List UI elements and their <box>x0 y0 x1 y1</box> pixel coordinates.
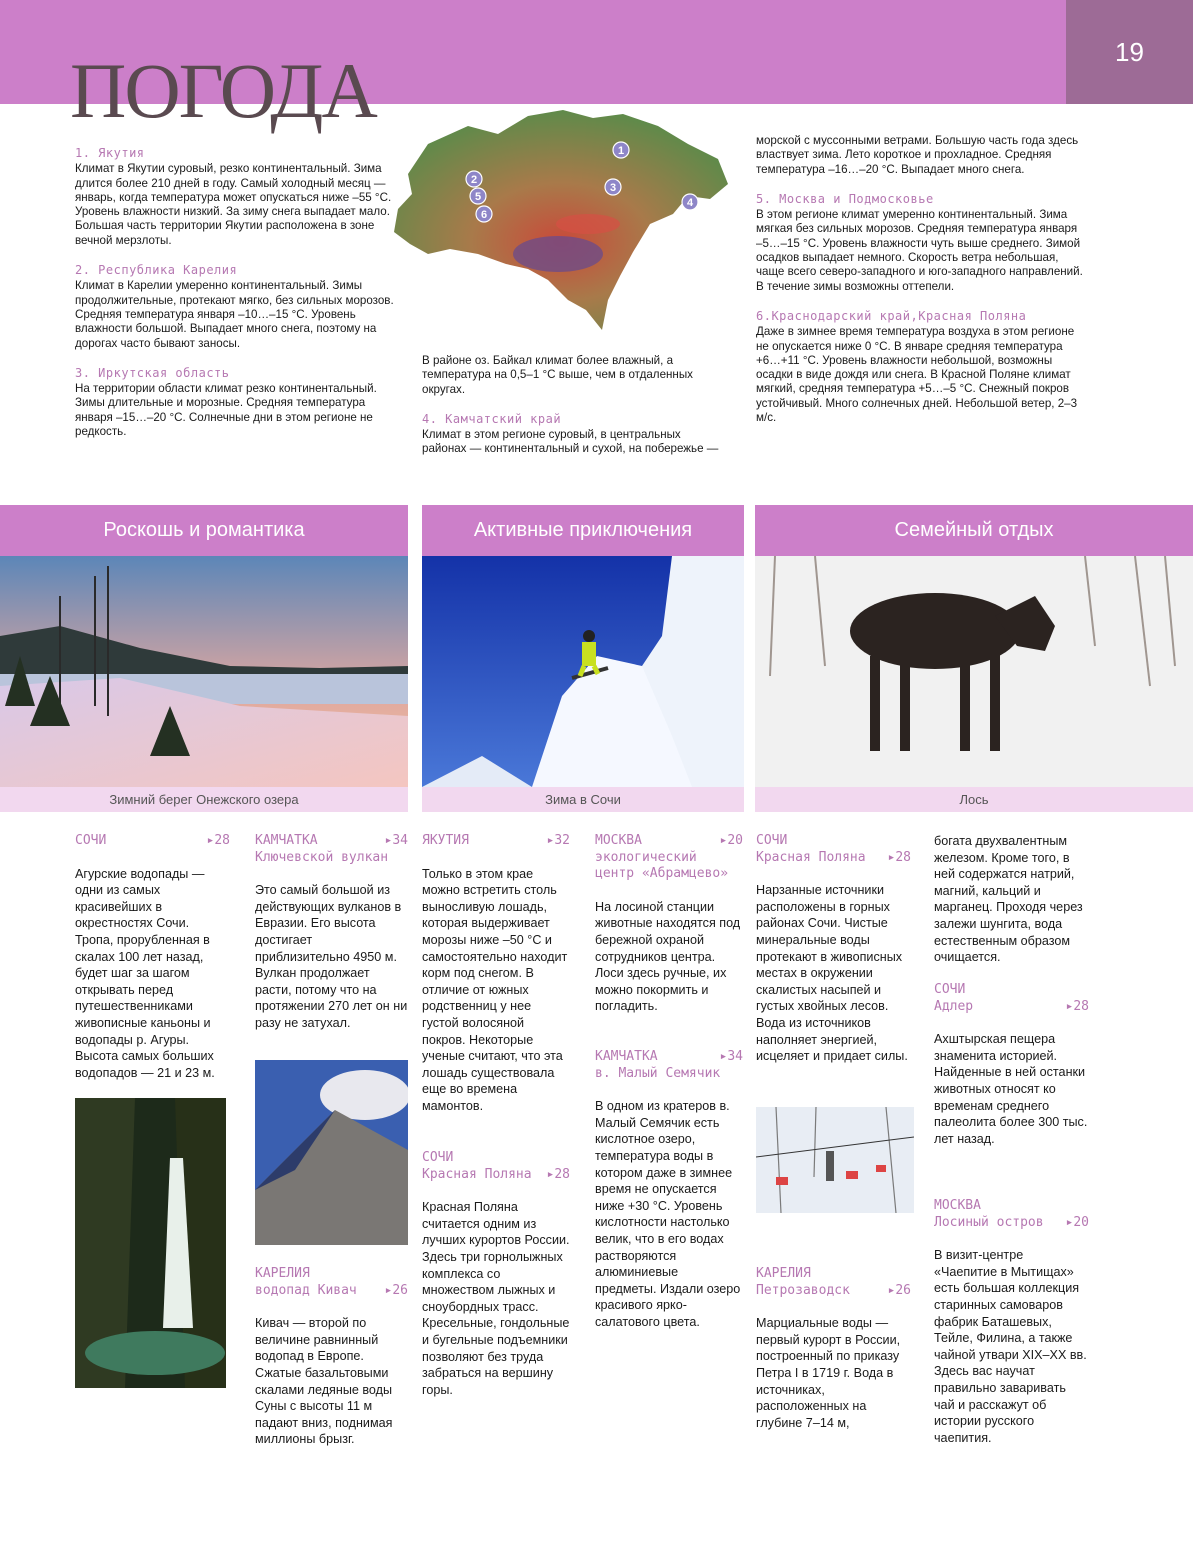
article-text: На лосиной станции животные находятся под бережной охраной сотрудников центра. Лоси здесь ручные, их можно покормить и погладить. <box>595 899 741 1014</box>
article-region: СОЧИ <box>934 982 966 997</box>
article-text: Кивач — второй по величине равнинный водопад в Европе. Сжатые базальтовыми скалами ледяные воды Суны с высоты 11 м падают вниз, поднимая миллионы брызг. <box>255 1316 393 1447</box>
article-region: КАРЕЛИЯ <box>255 1266 310 1281</box>
article-agura-waterfalls <box>75 833 230 1081</box>
svg-text:4: 4 <box>686 197 694 209</box>
region-text-yakutia: Климат в Якутии суровый, резко континентальный. Зима длится более 210 дней в году. Самый холодный месяц — январь, когда температура может опускаться ниже –55 °C. Уровень влажности низкий. За зиму снега выпадает мало. Большая часть территории Якутии расположена в зоне вечной мерзлоты. <box>75 162 392 247</box>
region-heading-krasnodar: 6.Краснодарский край,Красная Поляна <box>756 308 1027 323</box>
article-region: ЯКУТИЯ <box>422 833 469 848</box>
page-ref: ▸34 <box>384 833 408 848</box>
section-active: Активные приключения <box>422 505 744 556</box>
article-text: Агурские водопады — одни из самых красивейших в окрестностях Сочи. Тропа, прорубленная в скалах 100 лет назад, будет шаг за шагом открывать перед путешественниками живописные каньоны и водопады р. Агуры. Высота самых больших водопадов — 21 и 23 м. <box>75 866 215 1080</box>
article-losiny-ostrov <box>934 1198 1089 1446</box>
caption-moose: Лось <box>755 787 1193 812</box>
article-text: Нарзанные источники расположены в горных районах Сочи. Чистые минеральные воды протекают в живописных местах в окружении скалистых насыпей и густых хвойных лесов. Вода из источников наполняет энергией, исцеляет и придает силы. <box>756 883 908 1064</box>
svg-text:1: 1 <box>617 145 625 157</box>
svg-text:6: 6 <box>480 209 488 221</box>
article-region: СОЧИ <box>422 1150 454 1165</box>
article-text: Это самый большой из действующих вулканов в Евразии. Его высота достигает приблизительно 4950 м. Вулкан продолжает расти, потому что на протяжении 270 лет он ни разу не затухал. <box>255 883 408 1030</box>
article-text: В одном из кратеров в. Малый Семячик есть кислотное озеро, температура воды в котором даже в зимнее время не опускается ниже +30 °C. Уровень кислотности настолько велик, что в его водах растворяются алюминиевые предметы. Издали озеро красивого ярко-салатового цвета. <box>595 1099 741 1329</box>
article-place: Красная Поляна <box>422 1166 532 1182</box>
article-region: СОЧИ <box>756 833 788 848</box>
page-ref: ▸28 <box>887 849 911 865</box>
svg-text:5: 5 <box>474 191 482 203</box>
article-text: Ахштырская пещера знаменита историей. Найденные в ней останки животных относят ко временам среднего палеолита более 300 тыс. лет назад. <box>934 1032 1088 1146</box>
russia-map-image <box>388 104 734 340</box>
page-ref: ▸20 <box>1065 1214 1089 1230</box>
svg-text:3: 3 <box>609 182 617 194</box>
region-heading-irkutsk: 3. Иркутская область <box>75 365 230 380</box>
article-region: СОЧИ <box>75 833 107 848</box>
photo-moose <box>755 556 1193 787</box>
weather-column-left <box>75 146 405 439</box>
article-krasnaya-polyana-ski <box>422 1150 570 1398</box>
page-ref: ▸28 <box>206 833 230 848</box>
article-region: КАМЧАТКА <box>595 1049 658 1064</box>
article-akhshtyr-cave <box>934 982 1089 1147</box>
section-luxury: Роскошь и романтика <box>0 505 408 556</box>
article-text: Красная Поляна считается одним из лучших курортов России. Здесь три горнолыжных комплекса со множеством лыжных и сноубордных трасс. Кресельные, гондольные и бугельные подъемники позволяют без труда забраться на вершину горы. <box>422 1200 570 1397</box>
article-place: Адлер <box>934 998 974 1014</box>
weather-column-right <box>756 132 1086 425</box>
region-text-krasnodar: Даже в зимнее время температура воздуха в этом регионе не опускается ниже 0 °C. В январе средняя температура +6…+11 °C. Уровень влажности небольшой, возможны осадки в виде дождя или снега. В Красной Поляне климат мягкий, средняя температура +5…–5 °C. Снежный покров устойчивый. Много солнечных дней. Небольшой ветер, 2–3 м/с. <box>756 325 1078 425</box>
page-ref: ▸32 <box>546 833 570 848</box>
region-text-moscow: В этом регионе климат умеренно континентальный. Зима мягкая без сильных морозов. Средняя температура января –5…–15 °C. Уровень влажности чуть выше среднего. Зимой осадков выпадает немного. Скорость ветра небольшая, чаще всего северо-западного и юго-западного направлений. В течение зимы возможны оттепели. <box>756 208 1083 293</box>
page-ref: ▸34 <box>719 1049 743 1064</box>
page-ref: ▸26 <box>887 1282 911 1298</box>
page-ref: ▸26 <box>384 1282 408 1298</box>
article-text: Марциальные воды — первый курорт в России, построенный по приказу Петра I в 1719 г. Вода в источниках, расположенных на глубине 7–14 м, <box>756 1316 901 1430</box>
region-heading-yakutia: 1. Якутия <box>75 146 145 160</box>
caption-onega: Зимний берег Онежского озера <box>0 787 408 812</box>
page-ref: ▸20 <box>719 833 743 848</box>
article-klyuchevskoy <box>255 833 408 1032</box>
page-title: ПОГОДА <box>70 47 376 134</box>
region-text-kamchatka: Климат в этом регионе суровый, в центральных районах — континентальный и сухой, на побережье — <box>422 428 719 456</box>
article-kivach <box>255 1266 408 1448</box>
page-ref: ▸28 <box>1065 998 1089 1014</box>
region-heading-karelia: 2. Республика Карелия <box>75 263 238 278</box>
climate-map <box>388 104 734 340</box>
article-place: водопад Кивач <box>255 1282 357 1298</box>
page-number: 19 <box>1066 0 1193 104</box>
article-abramtsevo <box>595 833 743 1015</box>
region-text-kamchatka-cont: морской с муссонными ветрами. Большую часть года здесь властвует зима. Лето короткое и прохладное. Средняя температура –16…–20 °C. Выпадает много снега. <box>756 134 1079 176</box>
region-heading-moscow: 5. Москва и Подмосковье <box>756 191 934 206</box>
article-region: МОСКВА <box>934 1198 981 1213</box>
article-text: Только в этом крае можно встретить столь выносливую лошадь, которая выдерживает морозы ниже –50 °C и самостоятельно находит корм под снегом. В отличие от южных родственниц у нее густой волосяной покров. Некоторые ученые считают, что эта лошадь существовала еще во времена мамонтов. <box>422 866 568 1113</box>
caption-sochi: Зима в Сочи <box>422 787 744 812</box>
article-text: богата двухвалентным железом. Кроме того, в ней содержатся натрий, магний, кальций и марганец. Проходя через залежи шунгита, вода естественным образом очищается. <box>934 834 1083 965</box>
article-place: Красная Поляна <box>756 849 866 865</box>
article-region: МОСКВА <box>595 833 642 848</box>
article-region: КАМЧАТКА <box>255 833 318 848</box>
article-place: Петрозаводск <box>756 1282 850 1298</box>
article-place: Лосиный остров <box>934 1214 1044 1230</box>
photo-ski-lift <box>756 1107 914 1213</box>
photo-volcano <box>255 1060 408 1245</box>
svg-text:2: 2 <box>470 174 478 186</box>
section-family: Семейный отдых <box>755 505 1193 556</box>
photo-onega-lake <box>0 556 408 787</box>
baikal-note: В районе оз. Байкал климат более влажный, а температура на 0,5–1 °C выше, чем в отдаленных округах. <box>422 354 693 396</box>
photo-sochi-snowboarder <box>422 556 744 787</box>
article-place: в. Малый Семячик <box>595 1065 721 1081</box>
article-yakut-horse <box>422 833 570 1115</box>
article-narzan-springs <box>756 833 911 1065</box>
region-text-irkutsk: На территории области климат резко континентальный. Зимы длительные и морозные. Средняя температура января –15…–20 °C. Солнечные дни в этом регионе не редкость. <box>75 382 377 439</box>
page-ref: ▸28 <box>546 1166 570 1182</box>
photo-waterfall-canyon <box>75 1098 226 1388</box>
article-place: экологический центр «Абрамцево» <box>595 849 729 882</box>
article-text: В визит-центре «Чаепитие в Мытищах» есть большая коллекция старинных самоваров фабрик Баташевых, Тейле, Филина, а также чайной утвари XIX–XX вв. Здесь вас научат правильно заваривать чай и расскажут об истории русского чаепития. <box>934 1248 1087 1445</box>
article-martial-waters <box>756 1266 911 1431</box>
article-place: Ключевской вулкан <box>255 849 389 865</box>
weather-column-middle <box>422 352 722 457</box>
article-maly-semyachik <box>595 1049 743 1331</box>
region-text-karelia: Климат в Карелии умеренно континентальный. Зимы продолжительные, протекают мягко, без сильных морозов. Средняя температура января –10…–15 °C. Уровень влажности большой. Выпадает много снега, поэтому на дорогах часто бывают заносы. <box>75 279 394 350</box>
region-heading-kamchatka: 4. Камчатский край <box>422 411 562 426</box>
article-martial-waters-cont <box>934 833 1094 966</box>
article-region: КАРЕЛИЯ <box>756 1266 811 1281</box>
